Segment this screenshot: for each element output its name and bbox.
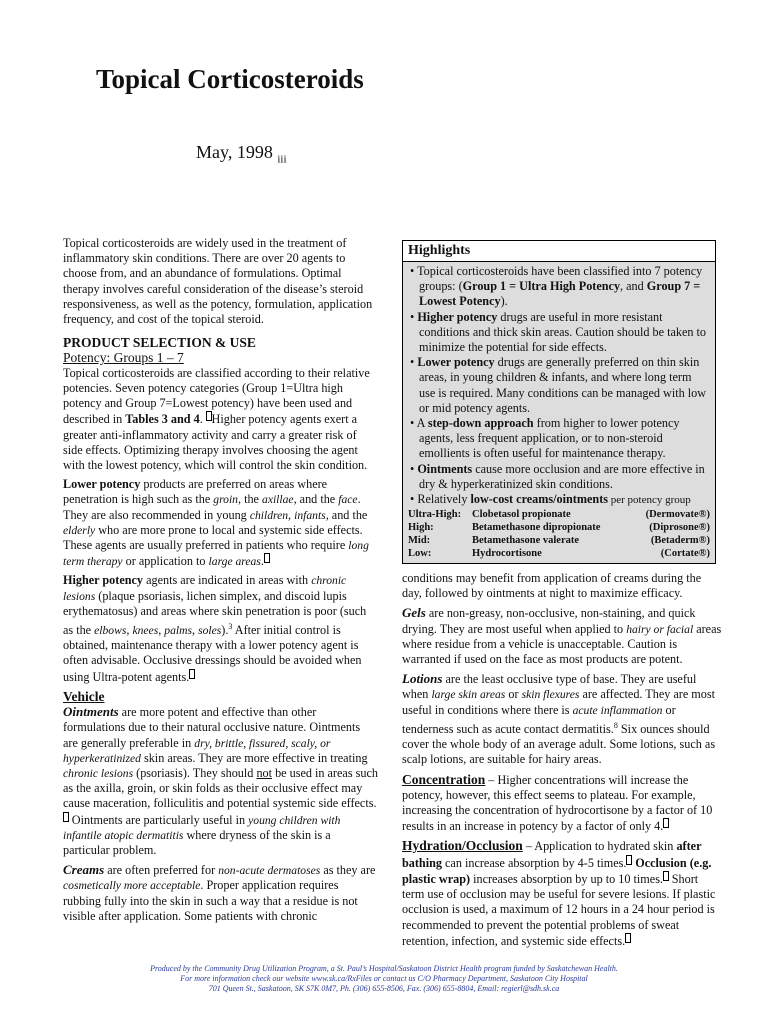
lotions-paragraph: Lotions are the least occlusive type of base. They are useful when large skin areas or skin flexures are affected. They are most useful in conditions where there is acute inflammation or tenderness such as acute contact dermatitis.$^8$ Six ounces should cover the whole body of an average adult. Some lotions, such as scalp lotions, are suitable for hairy areas. [402, 671, 716, 767]
concentration-paragraph: Concentration – Higher concentrations will increase the potency, however, this effect seems to plateau. For example, increasing the concentration of hydrocortisone by a factor of 10 results in an increase in potency by a factor of only 4. [402, 771, 713, 834]
highlight-item: • Higher potency drugs are useful in more resistant conditions and thick skin areas. Caution should be taken to minimize the potential for side effects. [410, 309, 707, 355]
footer [0, 964, 768, 994]
potency-heading: Potency: Groups 1 – 7 [63, 350, 184, 366]
reference-box [264, 553, 270, 563]
reference-box [663, 818, 669, 828]
reference-box [189, 669, 195, 679]
footer-line-3: 701 Queen St., Saskatoon, SK S7K 0M7, Ph. (306) 655-8506, Fax. (306) 655-8804, Email: regierl@sdh.sk.ca [208, 984, 560, 993]
potency-paragraph: Topical corticosteroids are classified according to their relative potencies. Seven potency categories (Group 1=Ultra high potency and Group 7=Lowest potency) have been used and described in Tables 3 and 4. Higher potency agents exert a greater anti-inflammatory activity and carry a greater risk of side effects. Optimizing therapy involves choosing the agent with the lowest potency, which will control the skin condition. [63, 365, 370, 472]
highlight-item: • Relatively low-cost creams/ointments per potency group [410, 492, 691, 507]
highlights-box [402, 240, 716, 564]
highlight-item: • Lower potency drugs are generally preferred on thin skin areas, in young children & infants, and where long term use is required. Many conditions can be managed with low or mid potency agents. [410, 355, 707, 415]
reference-box [625, 933, 631, 943]
table-row: Mid: Betamethasone valerate (Betaderm®) [408, 535, 710, 547]
lower-potency-paragraph: Lower potency products are preferred on areas where penetration is high such as the groin, the axillae, and the face. They are also recommended in young children, infants, and the elderly who are more prone to local and systemic side effects. These agents are usually preferred in patients who require long term therapy or application to large areas. [63, 477, 369, 569]
low-cost-table [408, 508, 710, 560]
vehicle-heading: Vehicle [63, 688, 105, 704]
date-footnote: iii [277, 153, 287, 166]
hydration-paragraph: Hydration/Occlusion – Application to hydrated skin after bathing can increase absorption by 4-5 times. Occlusion (e.g. plastic wrap) increases absorption by up to 10 times. Short term use of occlusion may be useful for severe lesions. If plastic occlusion is used, a maximum of 12 hours in a 24 hour period is recommended to prevent the potential problems of sweat retention, infection, and systemic side effects. [402, 838, 716, 948]
higher-potency-paragraph: Higher potency agents are indicated in areas with chronic lesions (plaque psoriasis, lichen simplex, and discoid lupis erythematosus) and areas where skin penetration is poor (such as the elbows, knees, palms, soles).$^3$ After initial control is obtained, maintenance therapy with a lower potency agent is often advisable. Occlusive dressings should be avoided when using Ultra-potent agents. [63, 573, 367, 684]
creams-paragraph: Creams are often preferred for non-acute dermatoses as they are cosmetically more acceptable. Proper application requires rubbing fully into the skin in such a way that a residue is not visible after application. Some patients with chronic [63, 862, 376, 923]
ointments-paragraph: Ointments are more potent and effective than other formulations due to their natural occlusive nature. Ointments are generally preferable in dry, brittle, fissured, scaly, or hyperkeratinized skin areas. They are more effective in treating chronic lesions (psoriasis). They should not be used in areas such as the axilla, groin, or skin folds as their occlusive effect may cause maceration, folliculitis and potential systemic side effects. Ointments are particularly useful in young children with infantile atopic dermatitis where dryness of the skin is a particular problem. [63, 704, 378, 858]
table-row: Ultra-High: Clobetasol propionate (Dermovate®) [408, 509, 710, 521]
footer-line-1: Produced by the Community Drug Utilization Program, a St. Paul’s Hospital/Saskatoon District Health program funded by Saskatchewan Health. [150, 964, 618, 973]
table-row: Low: Hydrocortisone (Cortate®) [408, 548, 710, 560]
footer-line-2: For more information check our website www.sk.ca/RxFiles or contact us C/O Pharmacy Department, Saskatoon City Hospital [180, 974, 588, 983]
product-selection-heading: PRODUCT SELECTION & USE [63, 335, 256, 351]
gels-paragraph: Gels are non-greasy, non-occlusive, non-staining, and quick drying. They are most useful when applied to hairy or facial areas where residue from a vehicle is unacceptable. Caution is warranted if used on the face as most products are potent. [402, 605, 722, 667]
intro-paragraph: Topical corticosteroids are widely used in the treatment of inflammatory skin conditions. There are over 20 agents to choose from, and an abundance of formulations. Optimal therapy involves careful consideration of the disease’s steroid responsiveness, as well as the potency, formulation, application frequency, and cost of the topical steroid. [63, 236, 373, 327]
highlight-item: • A step-down approach from higher to lower potency agents, less frequent application, or to non-steroid emollients is often useful for maintenance therapy. [410, 416, 680, 461]
table-row: High: Betamethasone dipropionate (Diprosone®) [408, 522, 710, 534]
right-column [402, 571, 722, 953]
creams-continued: conditions may benefit from application of creams during the day, followed by ointments at night to maximize efficacy. [402, 571, 702, 601]
highlight-item: • Topical corticosteroids have been classified into 7 potency groups: (Group 1 = Ultra High Potency, and Group 7 = Lowest Potency). [410, 264, 703, 309]
left-column [63, 236, 378, 928]
page-title: Topical Corticosteroids [96, 64, 364, 94]
highlight-item: • Ointments cause more occlusion and are more effective in dry & hyperkeratinized skin conditions. [410, 461, 705, 491]
publication-date: May, 1998 $_{iii}$ [196, 142, 287, 166]
highlights-heading: Highlights [403, 241, 715, 262]
